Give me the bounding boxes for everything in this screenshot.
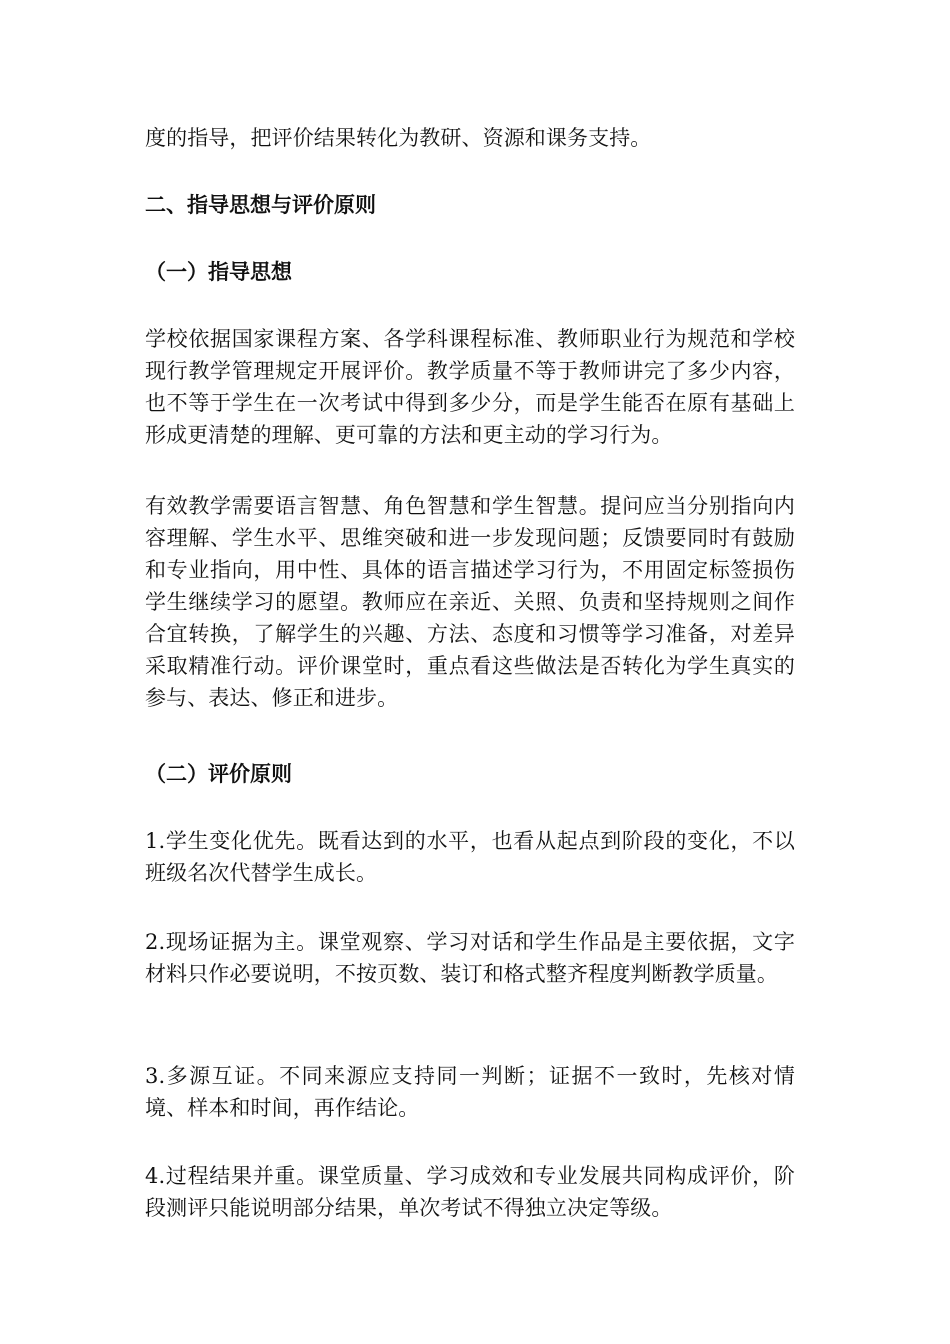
subsection-title-evaluation-principles: （二）评价原则: [145, 762, 292, 786]
guiding-thought-paragraph-1: 学校依据国家课程方案、各学科课程标准、教师职业行为规范和学校现行教学管理规定开展评价。教学质量不等于教师讲完了多少内容，也不等于学生在一次考试中得到多少分，而是学生能否在原有基础上形成更清楚的理解、更可靠的方法和更主动的学习行为。: [145, 327, 795, 447]
principle-item-2: 2.现场证据为主。课堂观察、学习对话和学生作品是主要依据，文字材料只作必要说明，不按页数、装订和格式整齐程度判断教学质量。: [145, 930, 795, 986]
principle-item-4: 4.过程结果并重。课堂质量、学习成效和专业发展共同构成评价，阶段测评只能说明部分结果，单次考试不得独立决定等级。: [145, 1164, 795, 1220]
guiding-thought-paragraph-2: 有效教学需要语言智慧、角色智慧和学生智慧。提问应当分别指向内容理解、学生水平、思维突破和进一步发现问题；反馈要同时有鼓励和专业指向，用中性、具体的语言描述学习行为，不用固定标签损伤学生继续学习的愿望。教师应在亲近、关照、负责和坚持规则之间作合宜转换，了解学生的兴趣、方法、态度和习惯等学习准备，对差异采取精准行动。评价课堂时，重点看这些做法是否转化为学生真实的参与、表达、修正和进步。: [145, 494, 795, 710]
continuation-paragraph: 度的指导，把评价结果转化为教研、资源和课务支持。: [145, 126, 652, 150]
subsection-title-guiding-thought: （一）指导思想: [145, 260, 292, 284]
principle-item-3: 3.多源互证。不同来源应支持同一判断；证据不一致时，先核对情境、样本和时间，再作结论。: [145, 1064, 795, 1120]
section-title: 二、指导思想与评价原则: [145, 193, 376, 217]
principle-item-1: 1.学生变化优先。既看达到的水平，也看从起点到阶段的变化，不以班级名次代替学生成长。: [145, 829, 795, 885]
